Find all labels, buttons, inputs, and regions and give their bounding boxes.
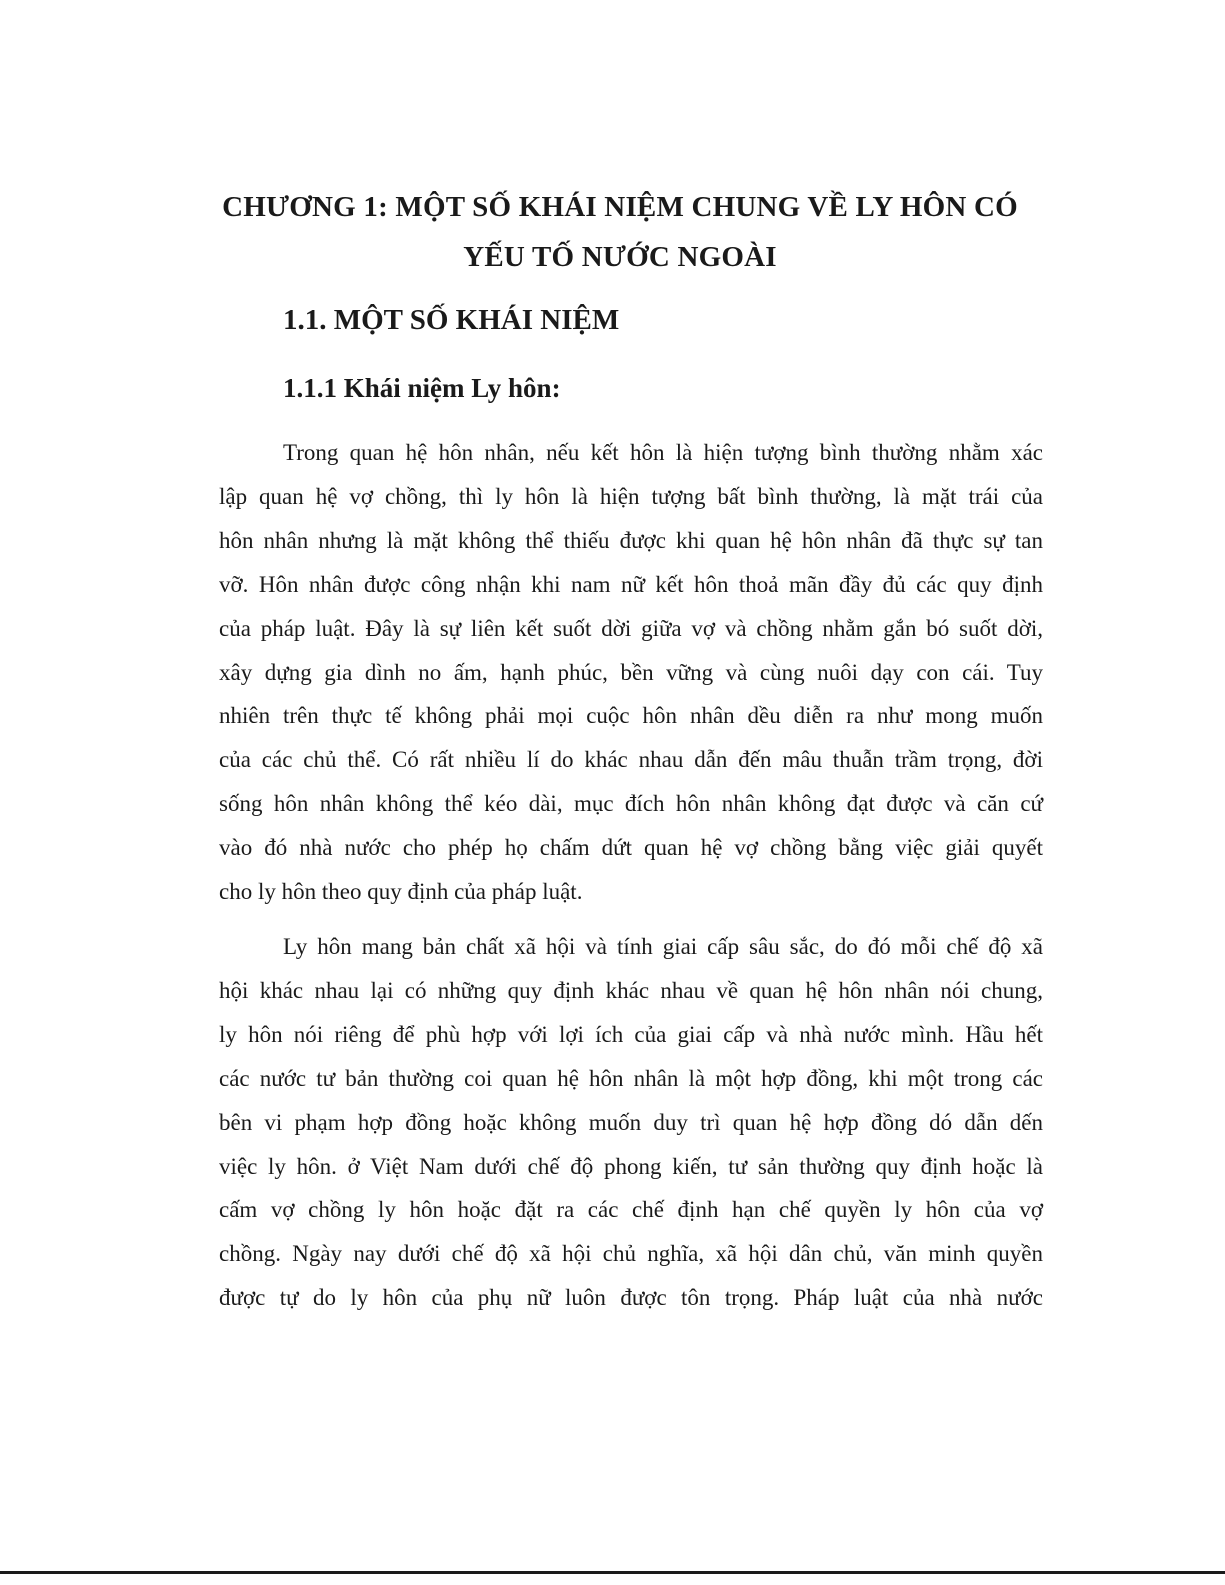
paragraph-line: Trong quan hệ hôn nhân, nếu kết hôn là hiện tượng bình thường nhằm xác — [283, 440, 1043, 465]
subsection-heading: 1.1.1 Khái niệm Ly hôn: — [283, 373, 561, 403]
paragraph-line: chồng. Ngày nay dưới chế độ xã hội chủ nghĩa, xã hội dân chủ, văn minh quyền — [219, 1241, 1043, 1267]
paragraph-line: Ly hôn mang bản chất xã hội và tính giai cấp sâu sắc, do đó mỗi chế độ xã — [283, 934, 1043, 959]
paragraph-line: sống hôn nhân không thể kéo dài, mục đích hôn nhân không đạt được và căn cứ — [219, 791, 1043, 817]
paragraph-line: bên vi phạm hợp đồng hoặc không muốn duy trì quan hệ hợp đồng dó dẫn dến — [219, 1109, 1043, 1135]
paragraph-line: vào đó nhà nước cho phép họ chấm dứt quan hệ vợ chồng bằng việc giải quyết — [219, 835, 1043, 861]
chapter-title-line-2: YẾU TỐ NƯỚC NGOÀI — [463, 241, 777, 273]
chapter-title-line-1: CHƯƠNG 1: MỘT SỐ KHÁI NIỆM CHUNG VỀ LY HÔN CÓ — [222, 191, 1018, 223]
paragraph-line: nhiên trên thực tế không phải mọi cuộc hôn nhân dều diễn ra như mong muốn — [219, 703, 1043, 729]
paragraph-line: lập quan hệ vợ chồng, thì ly hôn là hiện tượng bất bình thường, là mặt trái của — [219, 483, 1043, 509]
paragraph-line: hội khác nhau lại có những quy định khác nhau về quan hệ hôn nhân nói chung, — [219, 977, 1043, 1003]
paragraph-2 — [219, 925, 1043, 1320]
page-bottom-rule — [0, 1571, 1225, 1574]
paragraph-line: việc ly hôn. ở Việt Nam dưới chế độ phong kiến, tư sản thường quy định hoặc là — [219, 1153, 1043, 1179]
section-heading: 1.1. MỘT SỐ KHÁI NIỆM — [283, 304, 620, 336]
paragraph-line: cho ly hôn theo quy định của pháp luật. — [219, 879, 583, 905]
paragraph-1 — [219, 431, 1043, 914]
paragraph-line: vỡ. Hôn nhân được công nhận khi nam nữ kết hôn thoả mãn đầy đủ các quy định — [219, 571, 1043, 597]
chapter-title — [200, 182, 1040, 282]
paragraph-line: của các chủ thể. Có rất nhiều lí do khác nhau dẫn đến mâu thuẫn trầm trọng, đời — [219, 747, 1043, 773]
paragraph-line: các nước tư bản thường coi quan hệ hôn nhân là một hợp đồng, khi một trong các — [219, 1065, 1043, 1091]
paragraph-line: ly hôn nói riêng để phù hợp với lợi ích của giai cấp và nhà nước mình. Hầu hết — [219, 1021, 1043, 1047]
paragraph-line: của pháp luật. Đây là sự liên kết suốt dời giữa vợ và chồng nhằm gắn bó suốt dời, — [219, 615, 1043, 641]
paragraph-line: được tự do ly hôn của phụ nữ luôn được tôn trọng. Pháp luật của nhà nước — [219, 1285, 1043, 1311]
paragraph-line: hôn nhân nhưng là mặt không thể thiếu được khi quan hệ hôn nhân đã thực sự tan — [219, 527, 1043, 553]
paragraph-line: cấm vợ chồng ly hôn hoặc đặt ra các chế định hạn chế quyền ly hôn của vợ — [219, 1197, 1043, 1223]
paragraph-line: xây dựng gia dình no ấm, hạnh phúc, bền vững và cùng nuôi dạy con cái. Tuy — [219, 659, 1043, 685]
